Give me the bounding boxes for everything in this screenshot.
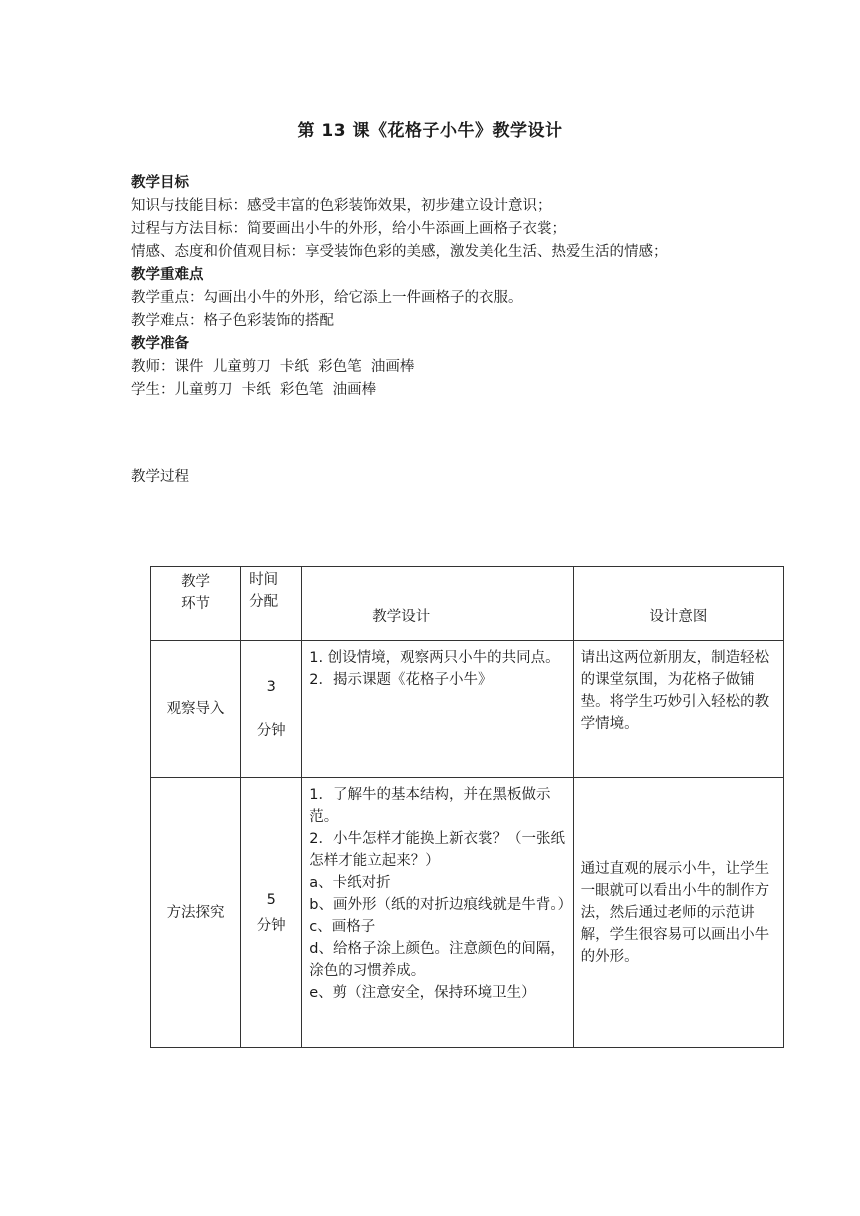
stage-cell: 观察导入 bbox=[151, 641, 241, 778]
goal-knowledge: 知识与技能目标：感受丰富的色彩装饰效果，初步建立设计意识； bbox=[131, 198, 552, 214]
time-cell bbox=[241, 641, 302, 778]
header-time-line1: 时间 bbox=[249, 572, 279, 588]
time-unit: 分钟 bbox=[256, 917, 286, 934]
goal-process: 过程与方法目标：简要画出小牛的外形，给小牛添画上画格子衣裳； bbox=[131, 221, 566, 237]
header-design: 教学设计 bbox=[302, 567, 573, 641]
lesson-plan-table bbox=[150, 566, 784, 1048]
keypoints-heading: 教学重难点 bbox=[131, 267, 204, 283]
prep-student: 学生：儿童剪刀 卡纸 彩色笔 油画棒 bbox=[131, 382, 377, 398]
intent-cell bbox=[573, 778, 783, 1048]
header-intent: 设计意图 bbox=[573, 567, 783, 641]
process-label: 教学过程 bbox=[131, 469, 189, 485]
design-item: 2．揭示课题《花格子小牛》 bbox=[309, 672, 493, 688]
table-row bbox=[151, 778, 784, 1048]
goal-emotion: 情感、态度和价值观目标：享受装饰色彩的美感，激发美化生活、热爱生活的情感； bbox=[131, 244, 668, 260]
design-item: 1. 创设情境，观察两只小牛的共同点。 bbox=[309, 650, 560, 666]
header-stage-line1: 教学 bbox=[181, 574, 211, 590]
design-item: 1．了解牛的基本结构，并在黑板做示范。 bbox=[309, 787, 551, 825]
header-section bbox=[131, 172, 741, 402]
key-point: 教学重点：勾画出小牛的外形，给它添上一件画格子的衣服。 bbox=[131, 290, 523, 306]
goals-heading: 教学目标 bbox=[131, 175, 189, 191]
difficult-point: 教学难点：格子色彩装饰的搭配 bbox=[131, 313, 334, 329]
time-unit: 分钟 bbox=[256, 723, 286, 739]
time-cell bbox=[241, 778, 302, 1048]
table-header-row bbox=[151, 567, 784, 641]
design-item: c、画格子 bbox=[309, 919, 376, 935]
design-item: b、画外形（纸的对折边痕线就是牛背。） bbox=[309, 897, 573, 913]
header-stage bbox=[151, 567, 241, 641]
header-time bbox=[241, 567, 302, 641]
design-item: d、给格子涂上颜色。注意颜色的间隔，涂色的习惯养成。 bbox=[309, 941, 565, 979]
header-stage-line2: 环节 bbox=[181, 596, 211, 612]
intent-text: 通过直观的展示小牛，让学生一眼就可以看出小牛的制作方法，然后通过老师的示范讲解，学生很容易可以画出小牛的外形。 bbox=[580, 860, 770, 965]
intent-cell bbox=[573, 641, 783, 778]
stage-cell: 方法探究 bbox=[151, 778, 241, 1048]
design-cell bbox=[302, 778, 573, 1048]
table-row bbox=[151, 641, 784, 778]
design-cell bbox=[302, 641, 573, 778]
header-time-line2: 分配 bbox=[249, 594, 279, 610]
prep-teacher: 教师：课件 儿童剪刀 卡纸 彩色笔 油画棒 bbox=[131, 359, 415, 375]
design-item: a、卡纸对折 bbox=[309, 875, 391, 891]
document-title: 第 13 课《花格子小牛》教学设计 bbox=[297, 121, 563, 141]
time-number: 5 bbox=[266, 891, 276, 908]
intent-text: 请出这两位新朋友，制造轻松的课堂氛围，为花格子做铺垫。将学生巧妙引入轻松的教学情境。 bbox=[580, 650, 770, 732]
time-number: 3 bbox=[266, 679, 276, 695]
prep-heading: 教学准备 bbox=[131, 336, 189, 352]
design-item: 2．小牛怎样才能换上新衣裳？（一张纸怎样才能立起来？） bbox=[309, 831, 565, 869]
design-item: e、剪（注意安全，保持环境卫生） bbox=[309, 985, 536, 1001]
